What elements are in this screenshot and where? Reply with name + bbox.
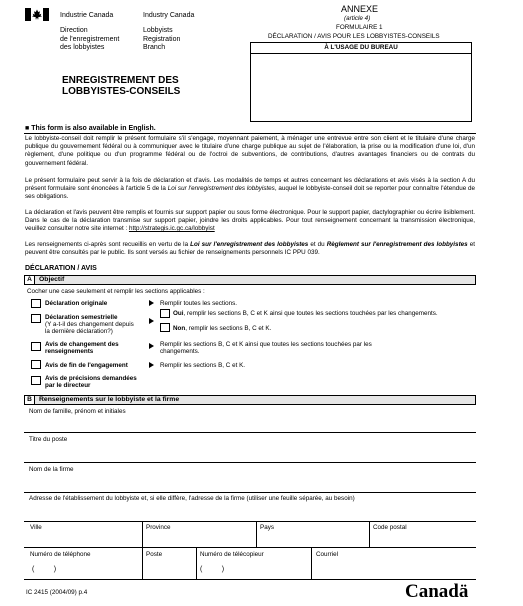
section-b-header — [24, 395, 476, 405]
canada-wordmark: Canadä — [405, 581, 469, 602]
checkbox-non[interactable] — [160, 323, 170, 332]
section-a-instruction: Cocher une case seulement et remplir les sections applicables : — [27, 288, 205, 295]
form-subtitle: DÉCLARATION / AVIS POUR LES LOBBYISTES-CONSEILS — [268, 33, 440, 40]
option-end-of-engagement: Avis de fin de l'engagement — [45, 362, 128, 369]
phone-row-line[interactable] — [24, 579, 476, 580]
checkbox-original-declaration[interactable] — [31, 299, 41, 308]
option-original-declaration: Déclaration originale — [45, 300, 108, 307]
arrow-icon — [149, 300, 154, 306]
fax-field-label: Numéro de télécopieur — [200, 551, 264, 558]
form-title: ENREGISTREMENT DES LOBBYISTES-CONSEILS — [62, 75, 181, 97]
checkbox-clarification-notice[interactable] — [31, 376, 41, 385]
checkbox-oui[interactable] — [160, 309, 170, 318]
job-title-field-line[interactable] — [24, 462, 476, 463]
declaration-heading: DÉCLARATION / AVIS — [25, 265, 97, 272]
branch-name-en: Lobbyists Registration Branch — [143, 27, 181, 51]
checkbox-end-of-engagement[interactable] — [31, 360, 41, 369]
city-row-line[interactable] — [24, 547, 476, 548]
website-link[interactable]: http://strategis.ic.gc.ca/lobbyist — [128, 225, 215, 233]
option-semiannual-declaration: Déclaration semestrielle — [45, 314, 118, 321]
phone-field-label: Numéro de téléphone — [30, 551, 91, 558]
address-field-line[interactable] — [24, 521, 476, 522]
semiannual-note: (Y a-t-il des changement depuis la dernière déclaration?) — [45, 321, 134, 336]
firm-name-field-line[interactable] — [24, 492, 476, 493]
arrow-icon — [149, 362, 154, 368]
canada-flag-logo — [25, 8, 49, 21]
instruction-change: Remplir les sections B, C et K ainsi que toutes les sections touchées par les changements. — [160, 341, 372, 356]
intro-paragraph-2: Le présent formulaire peut servir à la fois de déclaration et d'avis. Les modalités de temps et autres concernant les déclarations et avis visés à la section A du présent formulaire sont énoncées à l'article 5 de la Loi sur l'enregistrement des lobbyistes, auquel le lobbyiste-conseil doit se reporter pour connaître l'étendue de ses obligations. — [25, 177, 476, 201]
city-field-label: Ville — [30, 524, 42, 531]
name-field-line[interactable] — [24, 432, 476, 433]
instruction-end: Remplir les sections B, C et K. — [160, 362, 246, 369]
fax-area-code[interactable]: ( ) — [200, 566, 225, 573]
section-b-title: Renseignements sur le lobbyiste et la firme — [39, 396, 180, 403]
intro-paragraph-3: La déclaration et l'avis peuvent être remplis et fournis sur support papier ou sous forme électronique. Pour le support papier, dactylographier ou écrire lisiblement. Dans le cas de la déclaration transmise sur support papier, joindre les droits applicables. Pour tout renseignement concernant la transmission électronique, veuillez consulter notre site internet : http://strategis.ic.gc.ca/lobbyist — [25, 209, 475, 233]
oui-instruction: Oui, remplir les sections B, C et K ainsi que toutes les sections touchées par les changements. — [173, 310, 438, 317]
branch-name-fr: Direction de l'enregistrement des lobbyistes — [60, 27, 120, 51]
email-field-label: Courriel — [316, 551, 339, 558]
department-name-en: Industry Canada — [143, 12, 195, 19]
country-field-label: Pays — [260, 524, 274, 531]
intro-paragraph-4: Les renseignements ci-après sont recueillis en vertu de la Loi sur l'enregistrement des lobbyistes et du Règlement sur l'enregistrement des lobbyistes et peuvent être consultés par le public. Ils sont versés au fichier de renseignements personnels IC PPU 039. — [25, 241, 475, 257]
extension-field-label: Poste — [146, 551, 163, 558]
section-a-header — [24, 275, 476, 285]
option-change-notice: Avis de changement des renseignements — [45, 341, 119, 356]
office-use-box — [250, 42, 472, 122]
option-clarification-notice: Avis de précisions demandées par le directeur — [45, 375, 137, 390]
non-instruction: Non, remplir les sections B, C et K. — [173, 325, 272, 332]
arrow-icon — [149, 318, 154, 324]
section-b-letter: B — [25, 396, 35, 404]
top-rule — [24, 133, 476, 134]
office-use-label: À L'USAGE DU BUREAU — [324, 44, 398, 51]
address-field-label: Adresse de l'établissement du lobbyiste et, si elle diffère, l'adresse de la firme (utiliser une feuille séparée, au besoin) — [29, 495, 355, 502]
province-field-label: Province — [146, 524, 171, 531]
form-code: IC 2415 (2004/09) p.4 — [26, 589, 88, 596]
annexe-heading: ANNEXE — [341, 4, 379, 14]
arrow-icon — [149, 343, 154, 349]
job-title-field-label: Titre du poste — [29, 436, 68, 443]
phone-area-code[interactable]: ( ) — [32, 566, 57, 573]
department-name-fr: Industrie Canada — [60, 12, 114, 19]
english-availability-note: ■ This form is also available in English. — [25, 125, 156, 132]
intro-paragraph-1: Le lobbyiste-conseil doit remplir le présent formulaire s'il s'engage, moyennant paiement, à ménager une entrevue entre son client et le titulaire d'une charge publique du gouvernement fédéral ou à communiquer avec le titulaire d'une charge publique au sujet de l'élaboration, la prise ou la modification d'une loi, d'un règlement, d'une politique ou d'un programme fédéral ou de l'octroi de subventions, de contributions, d'autres avantages financiers ou de contrats du gouvernement fédéral. — [25, 135, 475, 167]
postal-code-field-label: Code postal — [373, 524, 407, 531]
checkbox-semiannual-declaration[interactable] — [31, 314, 41, 323]
firm-name-field-label: Nom de la firme — [29, 466, 74, 473]
form-number-label: FORMULAIRE 1 — [336, 24, 383, 31]
section-a-title: Objectif — [39, 276, 65, 283]
section-a-letter: A — [25, 276, 35, 284]
article-reference: (article 4) — [344, 15, 371, 22]
name-field-label: Nom de famille, prénom et initiales — [29, 408, 126, 415]
instruction-original: Remplir toutes les sections. — [160, 300, 237, 307]
checkbox-change-notice[interactable] — [31, 342, 41, 351]
